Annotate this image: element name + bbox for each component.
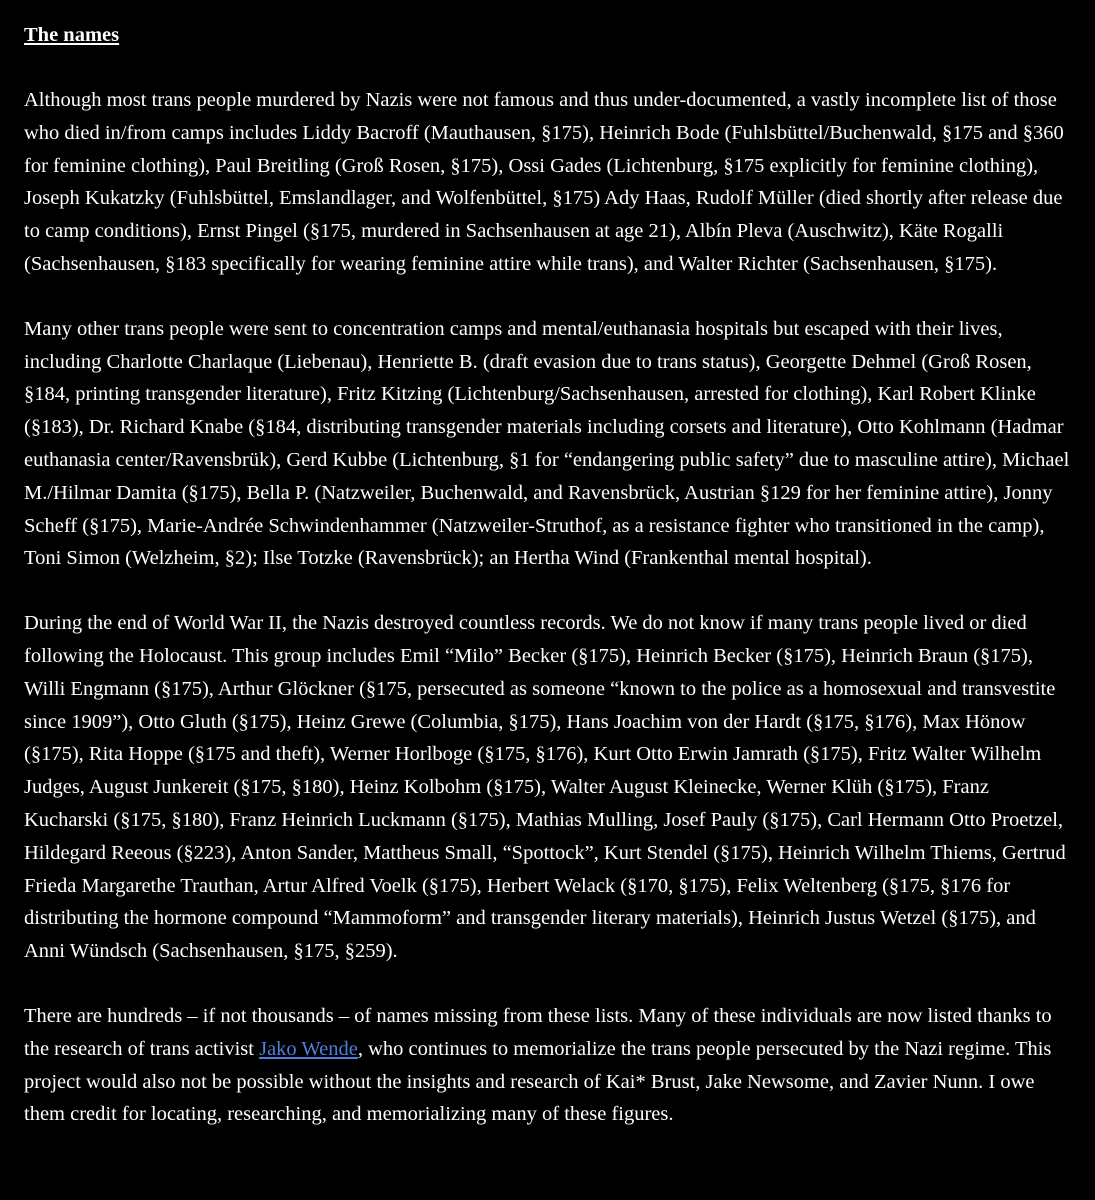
acknowledgements-text-before-link: There are hundreds – if not thousands – of names missing from these lists. Many of these individuals are now listed thanks to the research of trans activist <box>24 1004 1052 1060</box>
section-heading: The names <box>24 24 120 46</box>
paragraph-unknown-fate: During the end of World War II, the Nazis destroyed countless records. We do not know if many trans people lived or died following the Holocaust. This group includes Emil “Milo” Becker (§175), Heinrich Becker (§175), Heinrich Braun (§175), Willi Engmann (§175), Arthur Glöckner (§175, persecuted as someone “known to the police as a homosexual and transvestite since 1909”), Otto Gluth (§175), Heinz Grewe (Columbia, §175), Hans Joachim von der Hardt (§175, §176), Max Hönow (§175), Rita Hoppe (§175 and theft), Werner Horlboge (§175, §176), Kurt Otto Erwin Jamrath (§175), Fritz Walter Wilhelm Judges, August Junkereit (§175, §180), Heinz Kolbohm (§175), Walter August Kleinecke, Werner Klüh (§175), Franz Kucharski (§175, §180), Franz Heinrich Luckmann (§175), Mathias Mulling, Josef Pauly (§175), Carl Hermann Otto Proetzel, Hildegard Reeous (§223), Anton Sander, Mattheus Small, “Spottock”, Kurt Stendel (§175), Heinrich Wilhelm Thiems, Gertrud Frieda Margarethe Trauthan, Artur Alfred Voelk (§175), Herbert Welack (§170, §175), Felix Weltenberg (§175, §176 for distributing the hormone compound “Mammoform” and transgender literary materials), Heinrich Justus Wetzel (§175), and Anni Wündsch (Sachsenhausen, §175, §259). <box>24 612 1066 963</box>
paragraph-died-in-camps: Although most trans people murdered by Nazis were not famous and thus under-documented, a vastly incomplete list of those who died in/from camps includes Liddy Bacroff (Mauthausen, §175), Heinrich Bode (Fuhlsbüttel/Buchenwald, §175 and §360 for feminine clothing), Paul Breitling (Groß Rosen, §175), Ossi Gades (Lichtenburg, §175 explicitly for feminine clothing), Joseph Kukatzky (Fuhlsbüttel, Emslandlager, and Wolfenbüttel, §175) Ady Haas, Rudolf Müller (died shortly after release due to camp conditions), Ernst Pingel (§175, murdered in Sachsenhausen at age 21), Albín Pleva (Auschwitz), Käte Rogalli (Sachsenhausen, §183 specifically for wearing feminine attire while trans), and Walter Richter (Sachsenhausen, §175). <box>24 89 1064 275</box>
acknowledgements-text-after-link: , who continues to memorialize the trans people persecuted by the Nazi regime. This project would also not be possible without the insights and research of Kai* Brust, Jake Newsome, and Zavier Nunn. I owe them credit for locating, researching, and memorializing many of these figures. <box>24 1037 1052 1126</box>
paragraph-acknowledgements <box>24 1000 1073 1131</box>
paragraph-survivors: Many other trans people were sent to concentration camps and mental/euthanasia hospitals but escaped with their lives, including Charlotte Charlaque (Liebenau), Henriette B. (draft evasion due to trans status), Georgette Dehmel (Groß Rosen, §184, printing transgender literature), Fritz Kitzing (Lichtenburg/Sachsenhausen, arrested for clothing), Karl Robert Klinke (§183), Dr. Richard Knabe (§184, distributing transgender materials including corsets and literature), Otto Kohlmann (Hadmar euthanasia center/Ravensbrük), Gerd Kubbe (Lichtenburg, §1 for “endangering public safety” due to masculine attire), Michael M./Hilmar Damita (§175), Bella P. (Natzweiler, Buchenwald, and Ravensbrück, Austrian §129 for her feminine attire), Jonny Scheff (§175), Marie-Andrée Schwindenhammer (Natzweiler-Struthof, as a resistance fighter who transitioned in the camp), Toni Simon (Welzheim, §2); Ilse Totzke (Ravensbrück); an Hertha Wind (Frankenthal mental hospital). <box>24 317 1070 570</box>
jako-wende-link[interactable]: Jako Wende <box>259 1037 358 1060</box>
